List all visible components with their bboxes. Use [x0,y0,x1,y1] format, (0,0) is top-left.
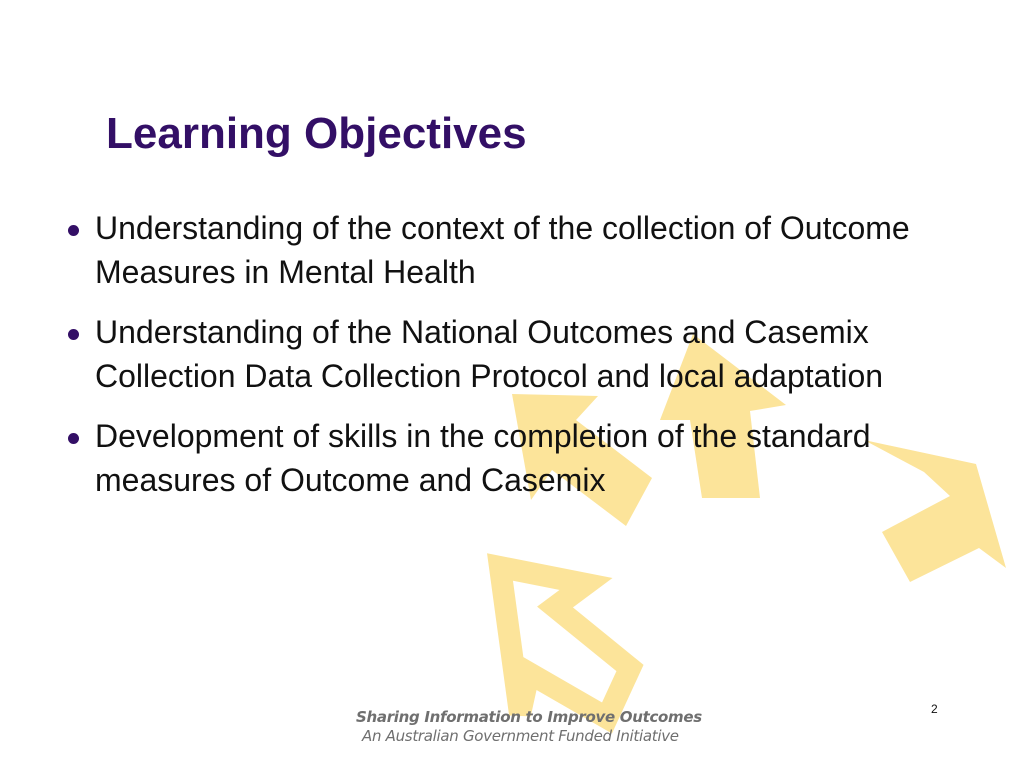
bullet-text: Understanding of the context of the collection of Outcome Measures in Mental Health [95,210,910,290]
list-item [64,310,944,398]
footer-tagline: Sharing Information to Improve Outcomes [356,708,702,726]
slide-title: Learning Objectives [106,109,527,158]
footer [356,708,702,746]
bullet-icon [68,225,79,236]
bullet-text: Development of skills in the completion of the standard measures of Outcome and Casemix [95,418,871,498]
list-item [64,414,944,502]
page-number: 2 [931,702,938,716]
bullet-icon [68,329,79,340]
footer-subtitle: An Australian Government Funded Initiative [362,727,679,745]
bullet-icon [68,433,79,444]
list-item [64,206,944,294]
bullet-text: Understanding of the National Outcomes and Casemix Collection Data Collection Protocol and local adaptation [95,314,884,394]
arrow-outline-icon [500,567,630,718]
objectives-list [64,206,944,518]
